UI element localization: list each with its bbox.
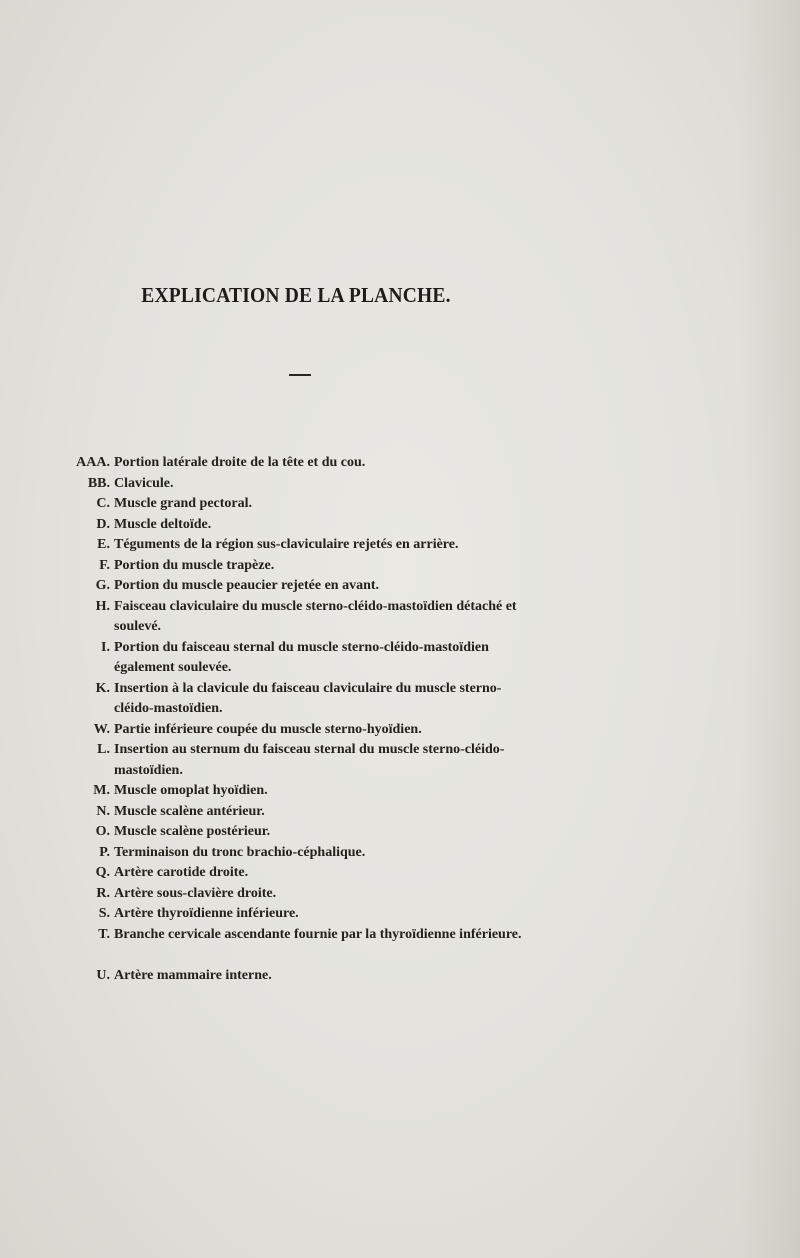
entry-text: Portion du muscle peaucier rejetée en avant. xyxy=(114,578,380,593)
entry-key: C. xyxy=(96,496,110,511)
entry-text: Insertion à la clavicule du faisceau claviculaire du muscle sterno-cléido-mastoïdien. xyxy=(114,680,502,716)
entry-key: BB. xyxy=(87,475,110,491)
entry-key: N. xyxy=(96,803,110,819)
entry-text: Terminaison du tronc brachio-céphalique. xyxy=(114,844,366,860)
entry-text: Muscle deltoïde. xyxy=(114,516,212,532)
entry-text: Artère thyroïdienne inférieure. xyxy=(114,906,299,921)
entry-key: S. xyxy=(98,906,110,921)
entry-text: Muscle grand pectoral. xyxy=(114,496,253,511)
entry-text: Faisceau claviculaire du muscle sterno-cléido-mastoïdien détaché et soulevé. xyxy=(114,598,517,634)
entry-text: Artère sous-clavière droite. xyxy=(114,885,277,901)
entry-text: Téguments de la région sus-claviculaire rejetés en arrière. xyxy=(114,537,459,552)
entry-key: G. xyxy=(95,578,110,593)
entry-key: E. xyxy=(97,537,110,552)
entry-key: Q. xyxy=(95,865,110,880)
entry-text: Muscle scalène antérieur. xyxy=(114,803,265,819)
entry-key: U. xyxy=(96,967,110,983)
entry-key: O. xyxy=(95,824,110,839)
entry-text: Portion latérale droite de la tête et du cou. xyxy=(114,455,366,470)
entry-text: Insertion au sternum du faisceau sternal du muscle sterno-cléido-mastoïdien. xyxy=(114,742,505,778)
entry-key: M. xyxy=(93,783,110,798)
entry-key: I. xyxy=(101,639,110,655)
entry-key: F. xyxy=(99,557,110,573)
entry-text: Branche cervicale ascendante fournie par la thyroïdienne inférieure. xyxy=(114,926,522,942)
entry-key: D. xyxy=(96,516,110,532)
entry-key: W. xyxy=(93,721,110,737)
entry-key: AAA. xyxy=(76,455,110,470)
entry-key: T. xyxy=(98,926,110,942)
entry-text: Portion du muscle trapèze. xyxy=(114,557,275,573)
entry-text: Muscle omoplat hyoïdien. xyxy=(114,783,268,798)
entry-text: Artère carotide droite. xyxy=(114,865,249,880)
title-rule xyxy=(289,374,311,376)
entry-text: Artère mammaire interne. xyxy=(114,967,272,983)
entry-key: K. xyxy=(95,680,110,696)
entry-text: Muscle scalène postérieur. xyxy=(114,824,271,839)
entry-key: H. xyxy=(95,598,110,614)
entry-key: P. xyxy=(99,844,110,860)
page-title: EXPLICATION DE LA PLANCHE. xyxy=(141,283,451,307)
entry-text: Clavicule. xyxy=(114,475,174,491)
entry-key: L. xyxy=(97,742,110,757)
entry-text: Partie inférieure coupée du muscle sterno-hyoïdien. xyxy=(114,721,422,737)
entry-text: Portion du faisceau sternal du muscle sterno-cléido-mastoïdien également soulevée. xyxy=(114,639,489,675)
entry-key: R. xyxy=(96,885,110,901)
